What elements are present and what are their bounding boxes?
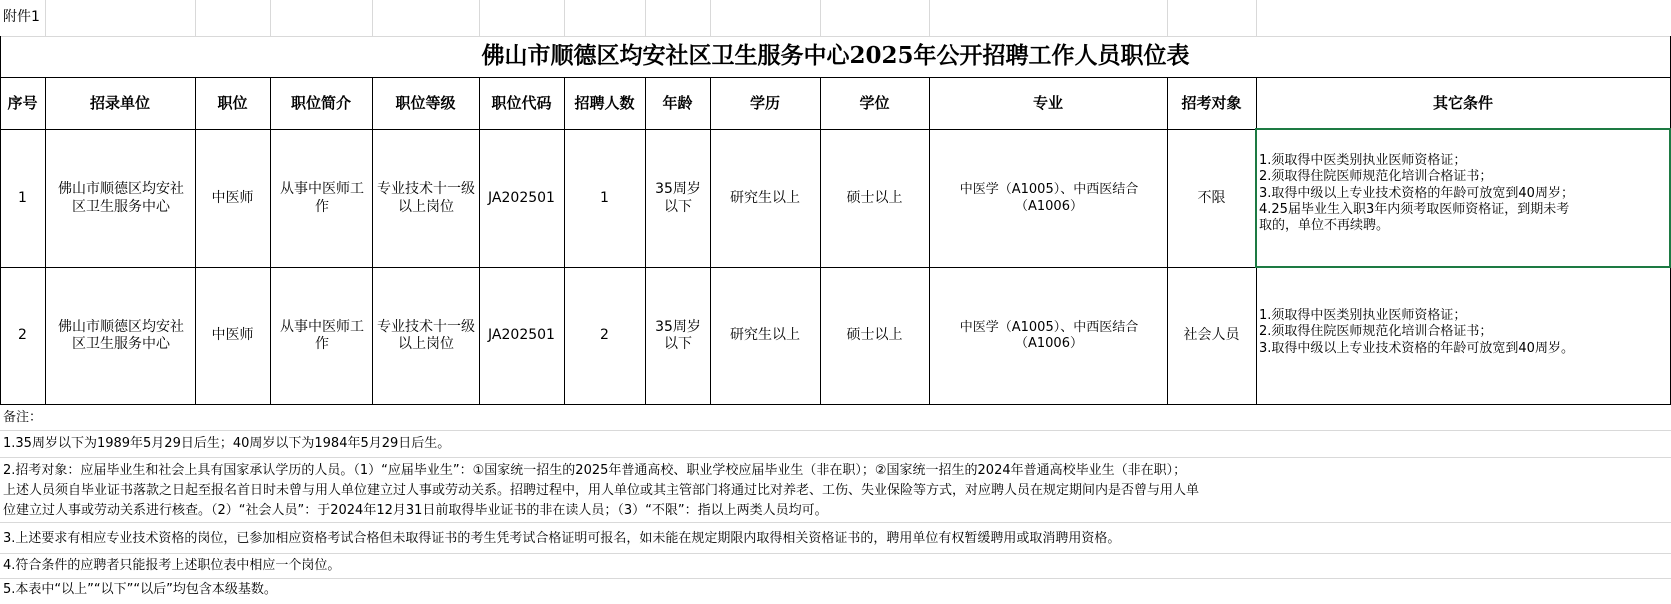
header-position: 职位 (217, 94, 248, 113)
cell-degree: 硕士以上 (846, 327, 903, 344)
header-seq: 序号 (7, 94, 38, 113)
note-line: 3.上述要求有相应专业技术资格的岗位，已参加相应资格考试合格但未取得证书的考生凭考试合格证明可报名，如未能在规定期限内取得相关资格证书的，聘用单位有权暂缓聘用或取消聘用资格。 (3, 531, 1121, 546)
header-level: 职位等级 (395, 94, 456, 113)
condition-line: 3.取得中级以上专业技术资格的年龄可放宽到40周岁。 (1259, 340, 1574, 356)
cell-count: 1 (600, 189, 609, 206)
note-line: 上述人员须自毕业证书落款之日起至报名首日时未曾与用人单位建立过人事或劳动关系。招聘过程中，用人单位或其主管部门将通过比对养老、工伤、失业保险等方式，对应聘人员在规定期间内是否曾与用人单 (3, 483, 1200, 498)
header-code: 职位代码 (491, 94, 552, 113)
cell-target: 社会人员 (1183, 327, 1240, 344)
cell-code: JA202501 (488, 327, 555, 344)
cell-seq: 2 (18, 327, 27, 344)
header-education: 学历 (749, 94, 780, 113)
cell-unit: 佛山市顺德区均安社区卫生服务中心 (58, 318, 184, 352)
cell-degree: 硕士以上 (846, 189, 903, 206)
condition-line: 3.取得中级以上专业技术资格的年龄可放宽到40周岁； (1259, 185, 1574, 201)
page-title: 佛山市顺德区均安社区卫生服务中心2025年公开招聘工作人员职位表 (481, 42, 1190, 69)
header-unit: 招录单位 (89, 94, 150, 113)
header-count: 招聘人数 (574, 94, 635, 113)
note-line: 5.本表中“以上”“以下”“以后”均包含本级基数。 (3, 582, 277, 597)
header-target: 招考对象 (1181, 94, 1242, 113)
condition-line: 1.须取得中医类别执业医师资格证； (1259, 308, 1467, 323)
attachment-label: 附件1 (3, 9, 40, 25)
cell-unit: 佛山市顺德区均安社区卫生服务中心 (58, 181, 184, 215)
cell-position: 中医师 (211, 327, 254, 344)
condition-line: 1.须取得中医类别执业医师资格证； (1259, 153, 1467, 168)
cell-level: 专业技术十一级以上岗位 (377, 181, 475, 215)
cell-position: 中医师 (211, 189, 254, 206)
note-line: 4.符合条件的应聘者只能报考上述职位表中相应一个岗位。 (3, 558, 341, 573)
cell-intro: 从事中医师工作 (280, 318, 364, 352)
cell-education: 研究生以上 (730, 327, 800, 344)
cell-age: 35周岁以下 (655, 318, 701, 352)
condition-line: 2.须取得住院医师规范化培训合格证书； (1259, 169, 1493, 185)
cell-age: 35周岁以下 (655, 181, 701, 215)
note-line: 2.招考对象：应届毕业生和社会上具有国家承认学历的人员。（1）“应届毕业生”：①国家统一招生的2025年普通高校、职业学校应届毕业生（非在职）；②国家统一招生的2024年普通高校毕业生（非在职）； (3, 463, 1187, 478)
header-other: 其它条件 (1432, 94, 1493, 113)
cell-seq: 1 (18, 189, 27, 206)
condition-line: 取的，单位不再续聘。 (1259, 218, 1390, 233)
note-line: 1.35周岁以下为1989年5月29日后生；40周岁以下为1984年5月29日后生。 (3, 436, 451, 451)
cell-education: 研究生以上 (730, 189, 800, 206)
notes-label: 备注： (3, 410, 43, 425)
condition-line: 2.须取得住院医师规范化培训合格证书； (1259, 324, 1493, 340)
condition-line: 4.25届毕业生入职3年内须考取医师资格证，到期未考 (1259, 201, 1570, 217)
header-degree: 学位 (859, 94, 890, 113)
note-line: 位建立过人事或劳动关系进行核查。（2）“社会人员”：于2024年12月31日前取得毕业证书的非在读人员；（3）“不限”：指以上两类人员均可。 (3, 503, 828, 518)
cell-major: 中医学（A1005）、中西医结合（A1006） (959, 319, 1139, 351)
header-age: 年龄 (662, 94, 693, 113)
header-major: 专业 (1032, 94, 1063, 113)
cell-count: 2 (600, 327, 609, 344)
cell-code: JA202501 (488, 189, 555, 206)
header-intro: 职位简介 (290, 94, 351, 113)
cell-other-conditions[interactable] (1259, 308, 1669, 357)
cell-intro: 从事中医师工作 (280, 181, 364, 215)
cell-level: 专业技术十一级以上岗位 (377, 318, 475, 352)
cell-major: 中医学（A1005）、中西医结合（A1006） (959, 182, 1139, 214)
cell-other-conditions[interactable] (1259, 153, 1669, 234)
cell-target: 不限 (1197, 189, 1226, 206)
